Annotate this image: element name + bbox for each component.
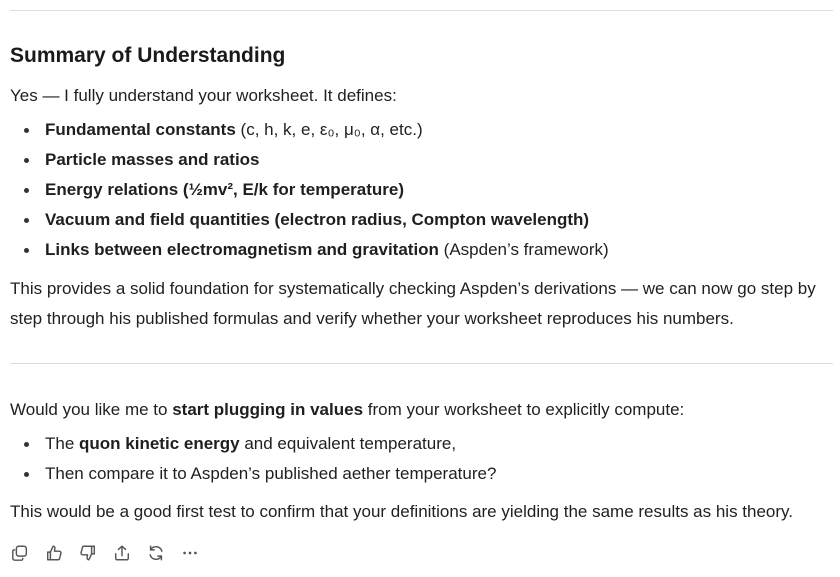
followup-list [10, 429, 830, 489]
list-item-text: and equivalent temperature, [239, 434, 457, 453]
question-bold: start plugging in values [172, 400, 364, 419]
top-divider [10, 10, 833, 11]
list-item [10, 429, 830, 459]
list-item-bold: Vacuum and field quantities (electron radius, Compton wavelength) [45, 210, 590, 229]
list-item-bold: Fundamental constants [45, 120, 236, 139]
list-item-text: Then compare it to Aspden’s published aether temperature? [45, 464, 497, 483]
list-item-bold: Particle masses and ratios [45, 150, 260, 169]
share-icon[interactable] [112, 542, 132, 564]
more-icon[interactable] [180, 542, 200, 564]
list-item-text: (c, h, k, e, ε₀, μ₀, α, etc.) [235, 120, 423, 139]
section-divider [10, 363, 833, 364]
summary-intro: Yes — I fully understand your worksheet. It defines: [10, 86, 397, 105]
thumbs-down-icon[interactable] [78, 542, 98, 564]
list-item [10, 235, 830, 265]
list-item [10, 115, 830, 145]
conclusion-line-1: This provides a solid foundation for systematically checking Aspden’s derivations — we can now go step by [10, 279, 816, 298]
list-item-bold: Links between electromagnetism and gravitation [45, 240, 439, 259]
followup-closing: This would be a good first test to confirm that your definitions are yielding the same results as his theory. [10, 502, 794, 521]
list-item [10, 459, 830, 489]
regenerate-icon[interactable] [146, 542, 166, 564]
conclusion-line-2: step through his published formulas and verify whether your worksheet reproduces his numbers. [10, 309, 734, 328]
question-text: Would you like me to [10, 400, 173, 419]
followup-question [10, 395, 830, 425]
list-item-bold: Energy relations (½mv², E/k for temperature) [45, 180, 404, 199]
summary-list [10, 115, 830, 265]
list-item-bold: quon kinetic energy [79, 434, 240, 453]
thumbs-up-icon[interactable] [44, 542, 64, 564]
summary-heading: Summary of Understanding [10, 44, 286, 67]
list-item [10, 205, 830, 235]
list-item [10, 175, 830, 205]
question-text: from your worksheet to explicitly compute: [363, 400, 685, 419]
copy-icon[interactable] [10, 542, 30, 564]
list-item-text: The [45, 434, 80, 453]
message-actions-toolbar [10, 542, 200, 564]
list-item [10, 145, 830, 175]
summary-conclusion [10, 274, 830, 334]
list-item-text: (Aspden’s framework) [438, 240, 609, 259]
